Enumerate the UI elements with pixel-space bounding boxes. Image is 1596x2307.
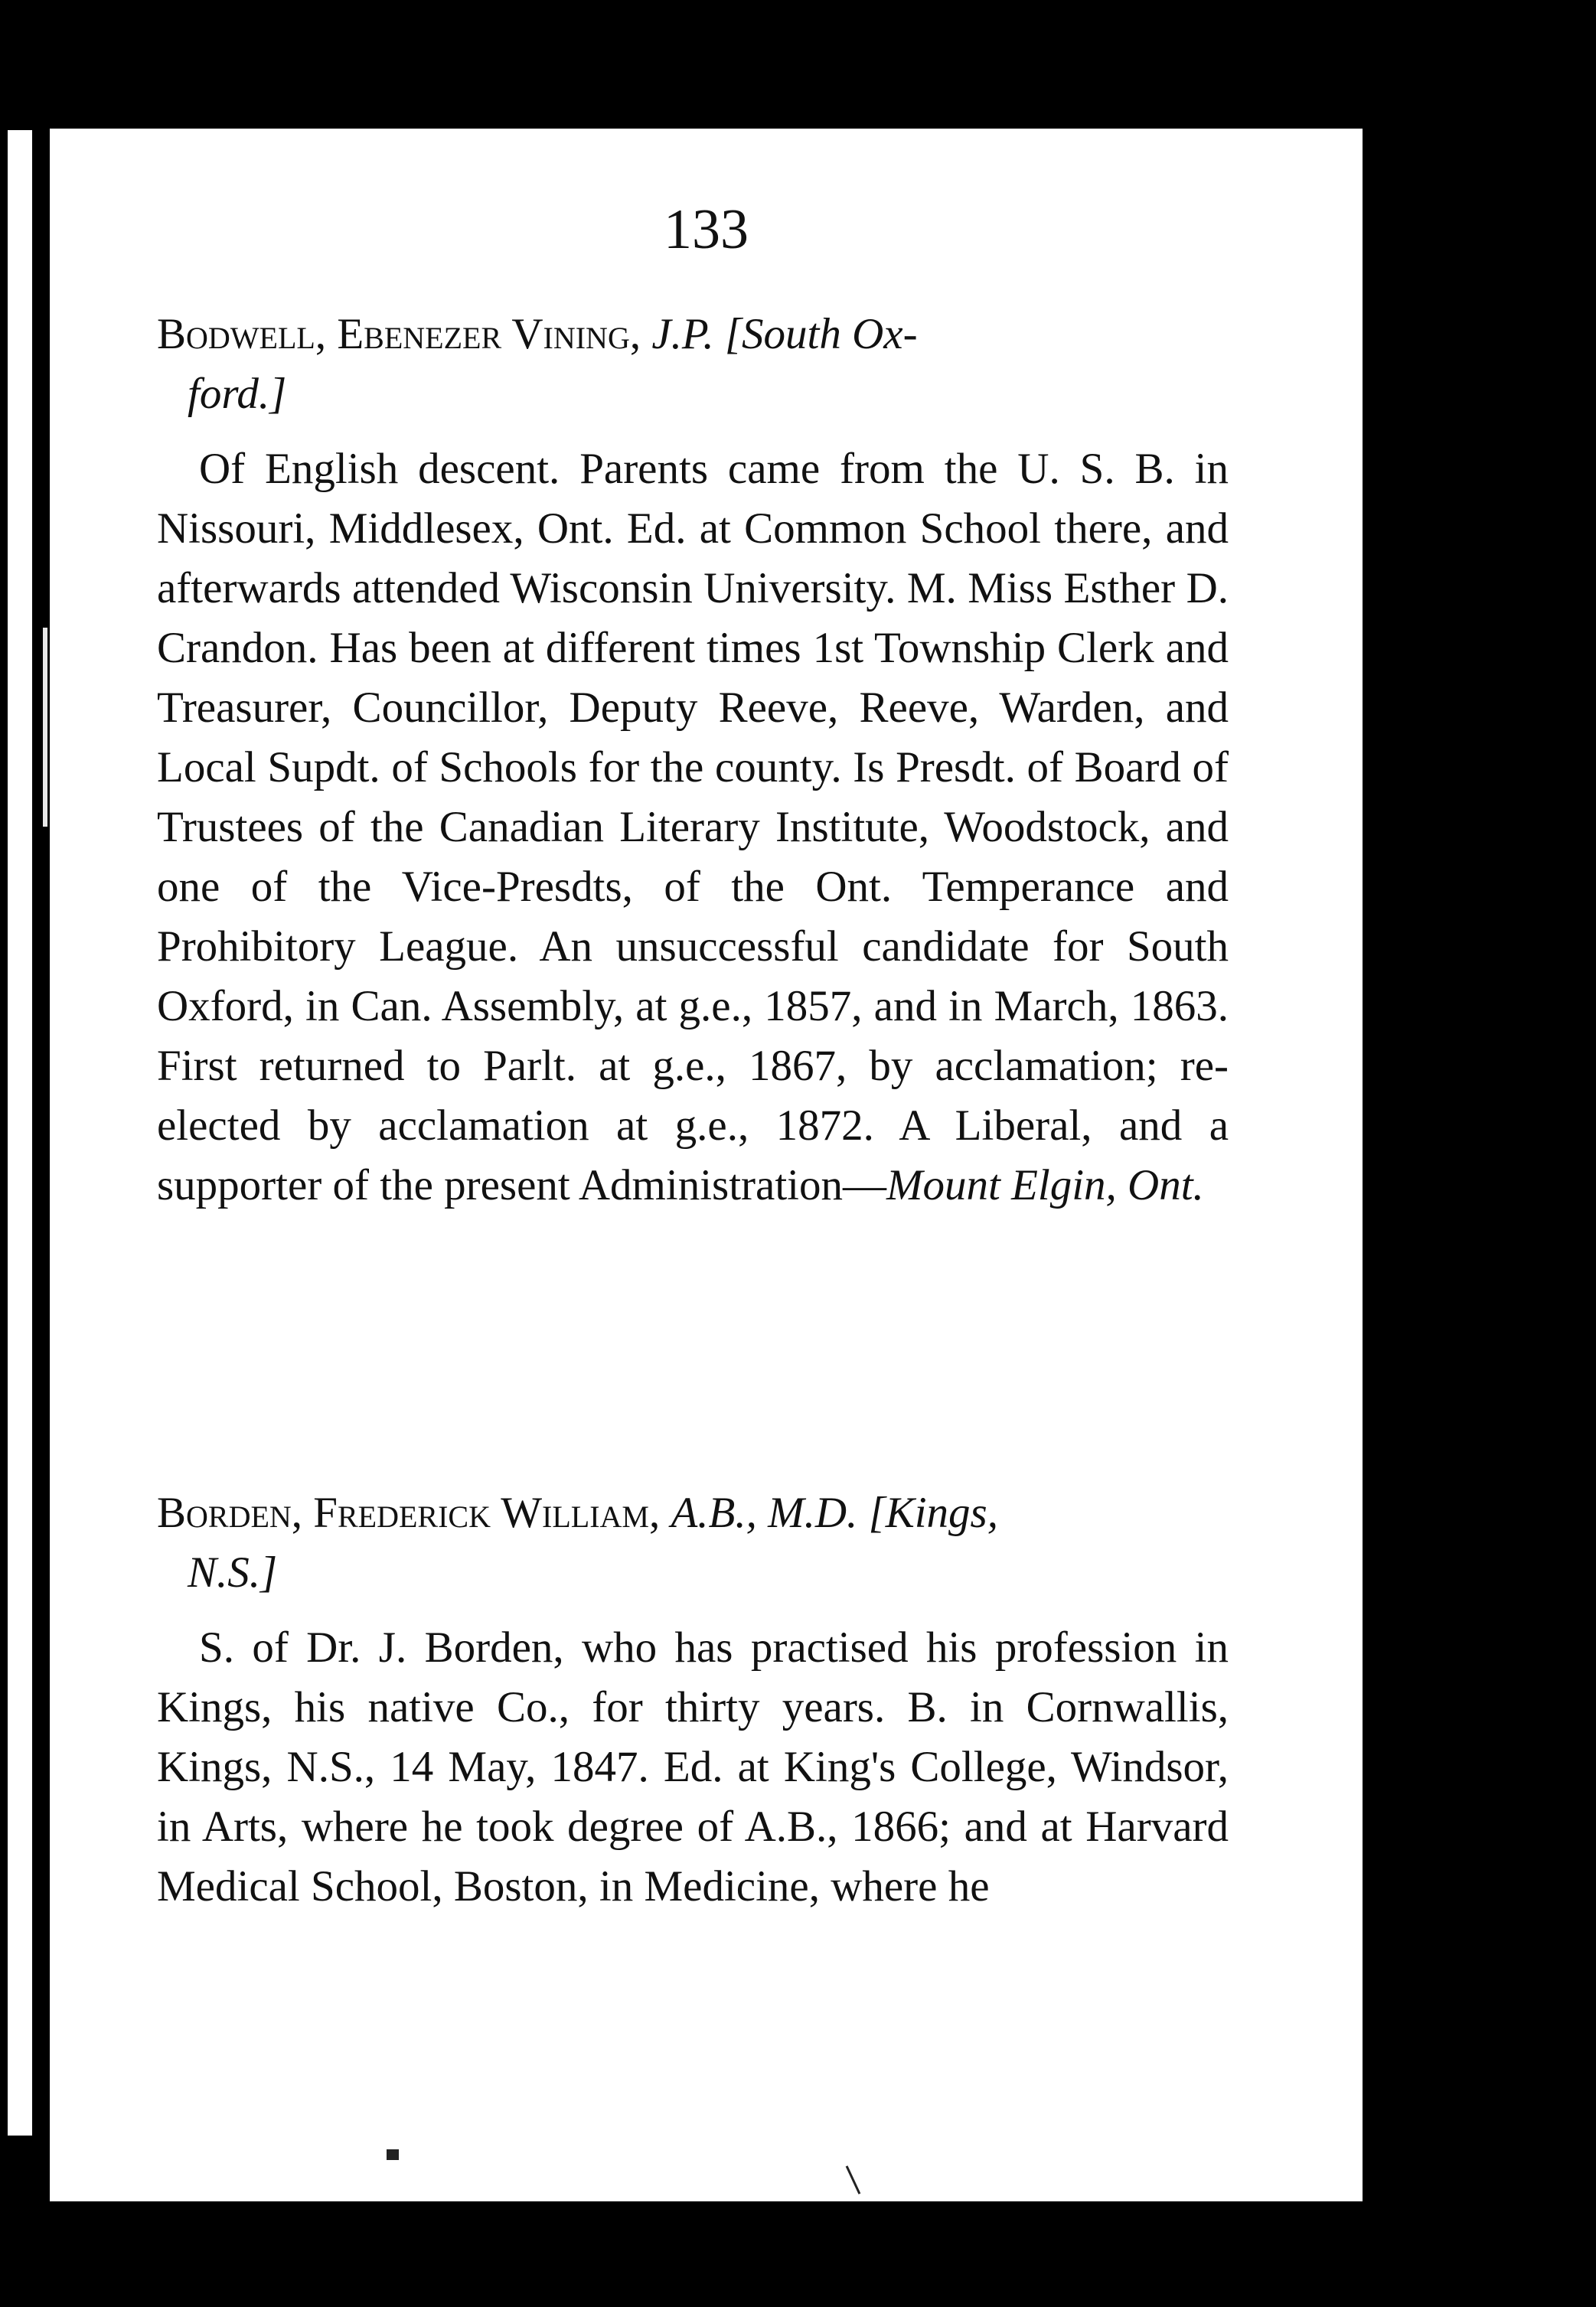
entry-heading (157, 305, 1229, 364)
entry-title: J.P. (651, 310, 714, 358)
entry-heading (157, 1483, 1229, 1543)
entry-heading-continued (157, 364, 1229, 424)
entry-body-text: Of English descent. Parents came from the U. S. B. in Nissouri, Middlesex, Ont. Ed. at Common School there, and afterwards attended Wisconsin University. M. Miss Esther D. Crandon. Has been at different times 1st Township Clerk and Treasurer, Councillor, Deputy Reeve, Reeve, Warden, and Local Supdt. of Schools for the county. Is Presdt. of Board of Trustees of the Canadian Literary Institute, Woodstock, and one of the Vice-Presdts, of the Ont. Temperance and Prohibitory League. An unsuccessful candidate for South Oxford, in Can. Assembly, at g.e., 1857, and in March, 1863. First returned to Parlt. at g.e., 1867, by acclamation; re-elected by acclamation at g.e., 1872. A Liberal, and a supporter of the present Administration— (157, 445, 1229, 1209)
entry-name: Bodwell, Ebenezer Vining, (157, 310, 641, 358)
entry-constituency: [South Ox- (724, 310, 918, 358)
book-page (50, 129, 1363, 2201)
entry-body (157, 439, 1229, 1215)
entry-address: Mount Elgin, Ont. (886, 1161, 1204, 1209)
page-number: 133 (664, 198, 749, 261)
entry-body (157, 1618, 1229, 1917)
scan-speck (846, 2165, 861, 2194)
entry-title: A.B., M.D. (671, 1489, 858, 1537)
entry-constituency: [Kings, (868, 1489, 998, 1537)
entry-name: Borden, Frederick William, (157, 1489, 661, 1537)
entry-constituency-continued: ford.] (188, 370, 287, 418)
scan-speck (387, 2149, 399, 2160)
scan-left-edge (8, 130, 32, 2136)
entry-constituency-continued: N.S.] (188, 1548, 278, 1597)
entry-borden (157, 1483, 1229, 1917)
entry-heading-continued (157, 1543, 1229, 1603)
entry-bodwell (157, 305, 1229, 1215)
entry-body-text: S. of Dr. J. Borden, who has practised his profession in Kings, his native Co., for thirty years. B. in Cornwallis, Kings, N.S., 14 May, 1847. Ed. at King's College, Windsor, in Arts, where he took degree of A.B., 1866; and at Harvard Medical School, Boston, in Medicine, where he (157, 1623, 1229, 1911)
scan-edge-artifact (43, 628, 47, 827)
